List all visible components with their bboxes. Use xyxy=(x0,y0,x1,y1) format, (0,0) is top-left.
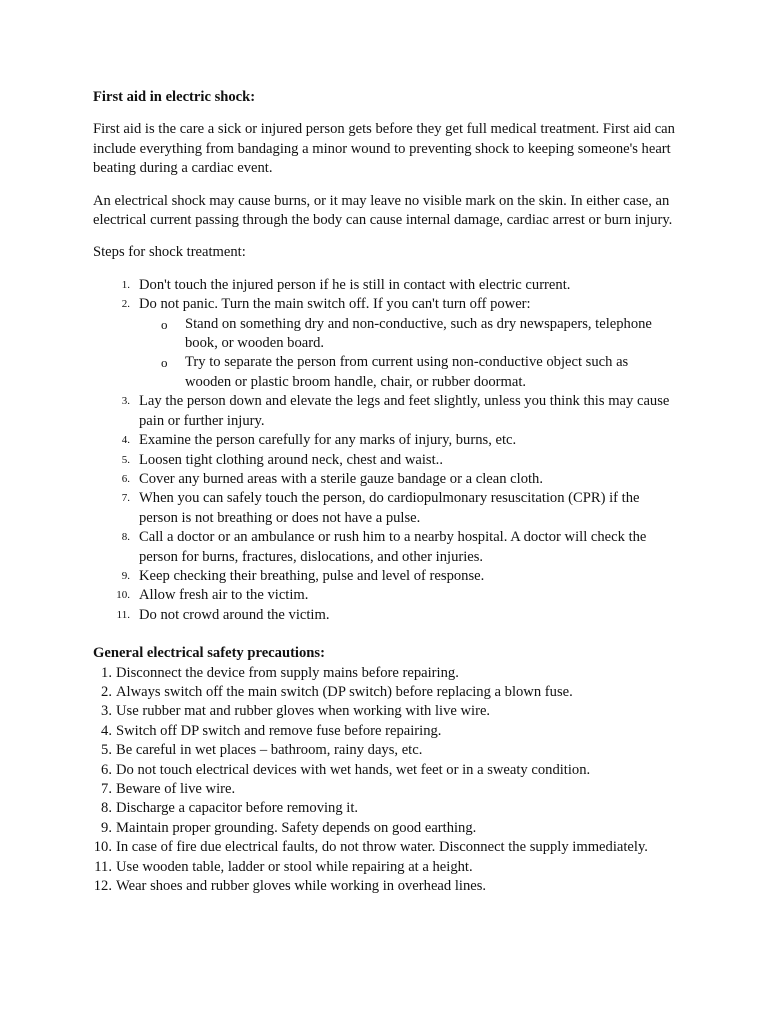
bullet-marker: o xyxy=(161,355,168,371)
item-number: 9. xyxy=(101,819,112,836)
list-item xyxy=(93,451,678,470)
step-number: 10. xyxy=(116,589,130,602)
step-number: 5. xyxy=(121,453,130,466)
sub-item-text: Try to separate the person from current using non-conductive object such as wooden or plastic broom handle, chair, or rubber doormat. xyxy=(185,354,629,390)
list-item xyxy=(93,276,678,295)
list-item xyxy=(93,780,678,799)
item-text: Use rubber mat and rubber gloves when working with live wire. xyxy=(116,703,491,720)
list-item xyxy=(93,761,678,780)
step-text: Don't touch the injured person if he is still in contact with electric current. xyxy=(139,276,571,293)
precautions-list xyxy=(93,664,678,897)
first-aid-title: First aid in electric shock: xyxy=(93,89,256,105)
list-item xyxy=(93,431,678,450)
step-number: 9. xyxy=(121,569,130,582)
step-number: 2. xyxy=(121,298,130,311)
item-number: 1. xyxy=(101,664,112,681)
list-item xyxy=(93,819,678,838)
item-number: 5. xyxy=(101,742,112,759)
step-number: 4. xyxy=(121,434,130,447)
item-number: 8. xyxy=(101,800,112,817)
step-text: Call a doctor or an ambulance or rush him to a nearby hospital. A doctor will check the person for burns, fractures, dislocations, and other injuries. xyxy=(139,529,647,565)
step-number: 11. xyxy=(116,608,130,621)
step-text: Loosen tight clothing around neck, chest and waist.. xyxy=(139,451,443,468)
list-item xyxy=(93,489,678,528)
list-item xyxy=(93,858,678,877)
item-number: 7. xyxy=(101,781,112,797)
item-number: 4. xyxy=(101,722,112,739)
list-item xyxy=(93,470,678,489)
step-text: Do not crowd around the victim. xyxy=(139,606,330,623)
list-item xyxy=(93,606,678,625)
list-item xyxy=(93,567,678,586)
step-number: 6. xyxy=(121,472,130,485)
item-text: Disconnect the device from supply mains before repairing. xyxy=(116,664,459,681)
list-item xyxy=(93,392,678,431)
item-text: Switch off DP switch and remove fuse before repairing. xyxy=(116,722,442,739)
precautions-title: General electrical safety precautions: xyxy=(93,645,325,662)
sub-list-item xyxy=(139,315,678,354)
item-text: Wear shoes and rubber gloves while working in overhead lines. xyxy=(116,878,487,895)
item-number: 6. xyxy=(101,761,112,778)
list-item xyxy=(93,702,678,721)
item-text: In case of fire due electrical faults, do not throw water. Disconnect the supply immediately. xyxy=(116,839,648,856)
item-text: Always switch off the main switch (DP switch) before replacing a blown fuse. xyxy=(116,683,573,700)
step-text: Allow fresh air to the victim. xyxy=(139,587,309,604)
item-text: Maintain proper grounding. Safety depends on good earthing. xyxy=(116,819,477,836)
step-number: 8. xyxy=(121,531,130,544)
step-number: 1. xyxy=(121,278,130,291)
bullet-marker: o xyxy=(161,316,168,332)
step-text: Examine the person carefully for any marks of injury, burns, etc. xyxy=(139,432,517,449)
list-item xyxy=(93,741,678,760)
list-item xyxy=(93,586,678,605)
shock-paragraph: An electrical shock may cause burns, or it may leave no visible mark on the skin. In either case, an electrical current passing through the body can cause internal damage, cardiac arrest or burn injury. xyxy=(93,192,673,229)
item-number: 10. xyxy=(93,839,112,856)
steps-heading: Steps for shock treatment: xyxy=(93,244,246,261)
document-page xyxy=(93,88,678,896)
item-text: Use wooden table, ladder or stool while repairing at a height. xyxy=(116,858,473,875)
sub-list-item xyxy=(139,353,678,392)
item-number: 2. xyxy=(101,683,112,700)
shock-treatment-steps xyxy=(93,276,678,625)
item-text: Do not touch electrical devices with wet hands, wet feet or in a sweaty condition. xyxy=(116,761,591,778)
list-item xyxy=(93,722,678,741)
step-text: Cover any burned areas with a sterile gauze bandage or a clean cloth. xyxy=(139,470,543,487)
sub-item-text: Stand on something dry and non-conductive, such as dry newspapers, telephone book, or wooden board. xyxy=(185,315,652,352)
list-item xyxy=(93,838,678,857)
item-text: Be careful in wet places – bathroom, rainy days, etc. xyxy=(116,742,423,759)
list-item xyxy=(93,877,678,896)
list-item xyxy=(93,664,678,683)
step-text: When you can safely touch the person, do cardiopulmonary resuscitation (CPR) if the person is not breathing or does not have a pulse. xyxy=(139,490,640,526)
item-text: Discharge a capacitor before removing it. xyxy=(116,800,359,817)
list-item xyxy=(93,799,678,818)
list-item xyxy=(93,683,678,702)
sub-list xyxy=(139,315,678,393)
item-text: Beware of live wire. xyxy=(116,781,236,797)
step-number: 7. xyxy=(121,492,130,505)
step-text: Keep checking their breathing, pulse and level of response. xyxy=(139,567,485,584)
item-number: 12. xyxy=(93,878,112,895)
step-text: Lay the person down and elevate the legs and feet slightly, unless you think this may cause pain or further injury. xyxy=(139,393,670,429)
item-number: 3. xyxy=(101,703,112,720)
step-text: Do not panic. Turn the main switch off. If you can't turn off power: xyxy=(139,296,531,313)
item-number: 11. xyxy=(94,858,112,875)
list-item xyxy=(93,528,678,567)
step-number: 3. xyxy=(121,395,130,408)
intro-paragraph: First aid is the care a sick or injured person gets before they get full medical treatment. First aid can include everything from bandaging a minor wound to preventing shock to keeping someone's heart beating during a cardiac event. xyxy=(93,121,675,177)
list-item xyxy=(93,295,678,392)
